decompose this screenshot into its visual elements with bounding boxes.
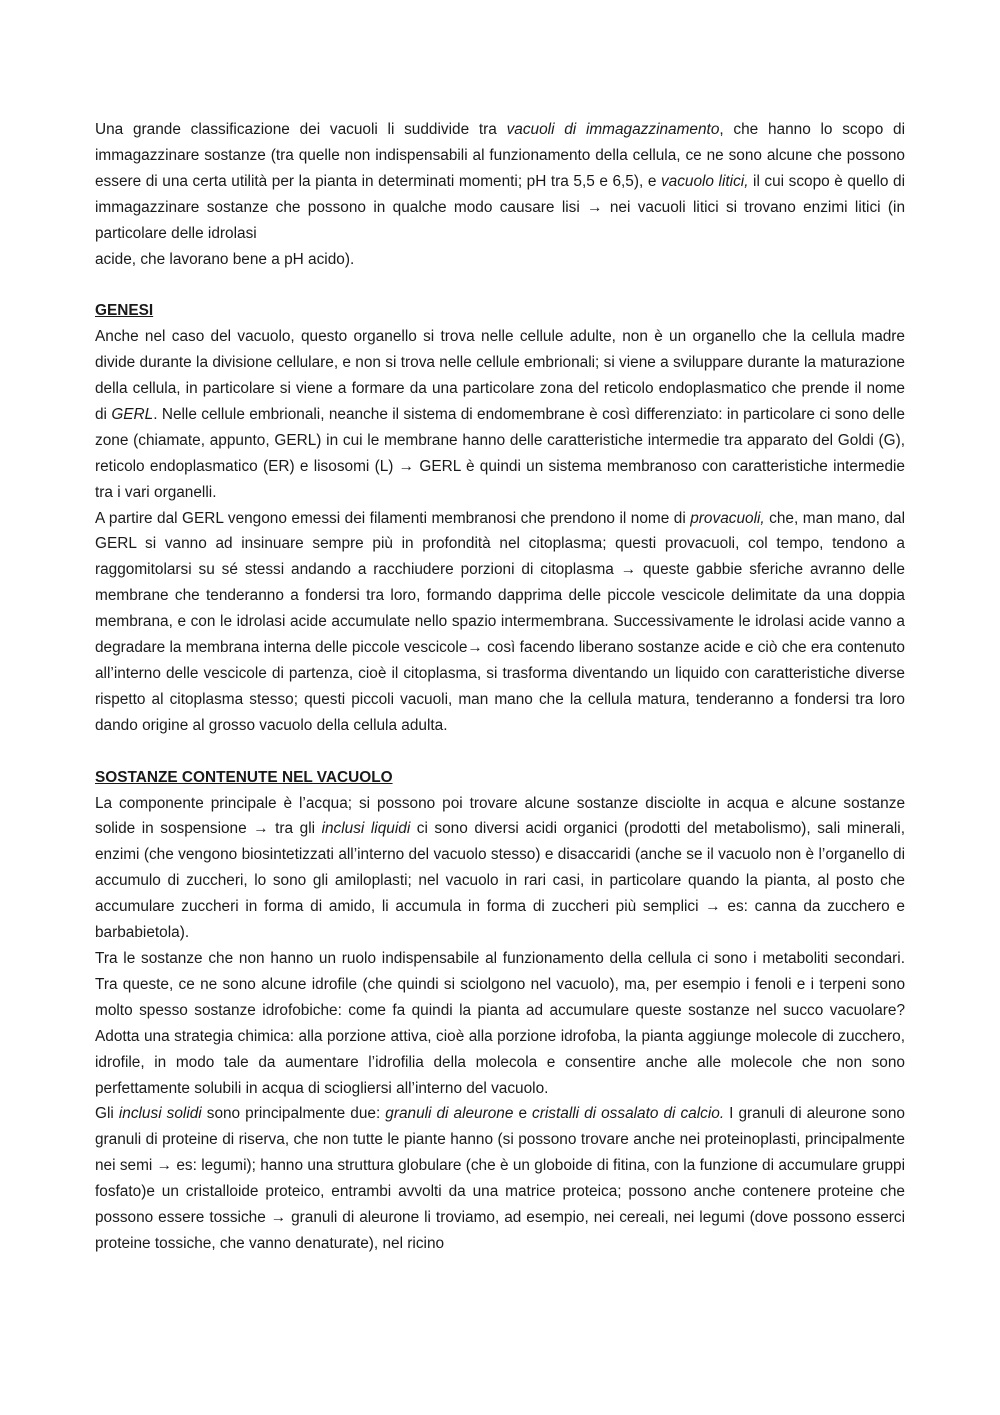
emphasis-term: GERL bbox=[111, 405, 154, 423]
text-run: Una grande classificazione dei vacuoli li suddivide tra bbox=[95, 121, 507, 138]
text-run: . Nelle cellule embrionali, neanche il sistema di endomembrane è così differenziato: in particolare ci sono delle zone (chiamate, appunto, GERL) in cui le membrane hanno delle caratteristiche intermedie tra apparato del Goldi (G), reticolo endoplasmatico (ER) e lisosomi (L) → GERL è quindi un sistema membranoso con caratteristiche intermedie tra i vari organelli. bbox=[95, 405, 905, 501]
text-run: Gli bbox=[95, 1105, 119, 1123]
text-run: sono principalmente due: bbox=[201, 1105, 386, 1123]
document-page bbox=[95, 117, 905, 1257]
emphasis-term: granuli di aleurone bbox=[385, 1105, 514, 1123]
text-run: , che hanno lo scopo di immagazzinare sostanze (tra quelle non indispensabili al funzionamento della cellula, ce ne sono alcune che possono essere di una certa utilità per la pianta in determinati momenti; pH tra 5,5 e 6,5), e bbox=[95, 121, 905, 190]
emphasis-term: vacuolo litici, bbox=[660, 172, 749, 190]
genesi-paragraph-1 bbox=[95, 324, 905, 505]
emphasis-term: vacuoli di immagazzinamento bbox=[506, 121, 720, 138]
spacer bbox=[95, 739, 905, 765]
text-run: che, man mano, dal GERL si vanno ad insinuare sempre più in profondità nel citoplasma; questi provacuoli, col tempo, tendono a raggomitolarsi su sé stessi andando a racchiudere porzioni di citoplasma → queste gabbie sferiche avranno delle membrane che tenderanno a fondersi tra loro, formando dapprima delle piccole vescicole delimitate da una doppia membrana, e con le idrolasi acide accumulate nello spazio intermembrana. Successivamente le idrolasi acide vanno a degradare la membrana interna delle piccole vescicole→ così facendo liberano sostanze acide e ciò che era contenuto all’interno delle vescicole di partenza, cioè il citoplasma, si trasforma diventando un liquido con caratteristiche diverse rispetto al citoplasma stesso; questi piccoli vacuoli, man mano che la cellula matura, tenderanno a fondersi tra loro dando origine al grosso vacuolo della cellula adulta. bbox=[95, 509, 905, 734]
intro-paragraph-continuation: acide, che lavorano bene a pH acido). bbox=[95, 250, 355, 268]
text-run: ci sono diversi acidi organici (prodotti del metabolismo), sali minerali, enzimi (che vengono biosintetizzati all’interno del vacuolo stesso) e disaccaridi (anche se il vacuolo non è l’organello di accumulo di zuccheri, lo sono gli amiloplasti; nel vacuolo in rari casi, in particolare quando la pianta, al posto che accumulare zuccheri in forma di amido, li accumula in forma di zuccheri più semplici → es: canna da zucchero e barbabietola). bbox=[95, 820, 905, 942]
spacer bbox=[95, 272, 905, 298]
text-run: I granuli di aleurone sono granuli di proteine di riserva, che non tutte le piante hanno (si possono trovare anche nei proteinoplasti, principalmente nei semi → es: legumi); hanno una struttura globulare (che è un globoide di fitina, con la funzione di accumulare gruppi fosfato)e un cristalloide proteico, entrambi avvolti da una matrice proteica; possono anche contenere proteine che possono essere tossiche → granuli di aleurone li troviamo, ad esempio, nei cereali, nei legumi (dove possono esserci proteine tossiche, che vanno denaturate), nel ricino bbox=[95, 1105, 905, 1252]
genesi-paragraph-2 bbox=[95, 506, 905, 739]
sostanze-paragraph-1 bbox=[95, 791, 905, 946]
sostanze-paragraph-3 bbox=[95, 1101, 905, 1256]
section-heading-sostanze: SOSTANZE CONTENUTE NEL VACUOLO bbox=[95, 768, 393, 786]
emphasis-term: inclusi liquidi bbox=[321, 820, 411, 838]
section-heading-genesi: GENESI bbox=[95, 302, 154, 320]
emphasis-term: inclusi solidi bbox=[118, 1105, 202, 1123]
text-run: il cui scopo è quello di immagazzinare sostanze che possono in qualche modo causare lisi → nei vacuoli litici si trovano enzimi litici (in particolare delle idrolasi bbox=[95, 172, 905, 242]
sostanze-paragraph-2: Tra le sostanze che non hanno un ruolo indispensabile al funzionamento della cellula ci sono i metaboliti secondari. Tra queste, ce ne sono alcune idrofile (che quindi si sciolgono nel vacuolo), ma, per esempio i fenoli e i terpeni sono molto spesso sostanze idrofobiche: come fa quindi la pianta ad accumulare queste sostanze nel succo vacuolare? Adotta una strategia chimica: alla porzione attiva, cioè alla porzione idrofoba, la pianta aggiunge molecole di zucchero, idrofile, in modo tale da aumentare l’idrofilia della molecola e consentire anche alle molecole che non sono perfettamente solubili in acqua di sciogliersi all’interno del vacuolo. bbox=[95, 949, 905, 1097]
intro-paragraph bbox=[95, 117, 905, 247]
text-run: e bbox=[513, 1105, 533, 1123]
emphasis-term: provacuoli, bbox=[690, 509, 765, 527]
text-run: La componente principale è l’acqua; si possono poi trovare alcune sostanze disciolte in acqua e alcune sostanze solide in sospensione → tra gli bbox=[95, 794, 905, 838]
text-run: Anche nel caso del vacuolo, questo organello si trova nelle cellule adulte, non è un organello che la cellula madre divide durante la divisione cellulare, e non si trova nelle cellule embrionali; si viene a sviluppare durante la maturazione della cellula, in particolare si viene a formare da una particolare zona del reticolo endoplasmatico che prende il nome di bbox=[95, 328, 905, 423]
emphasis-term: cristalli di ossalato di calcio. bbox=[532, 1105, 725, 1123]
text-run: A partire dal GERL vengono emessi dei filamenti membranosi che prendono il nome di bbox=[95, 509, 691, 527]
